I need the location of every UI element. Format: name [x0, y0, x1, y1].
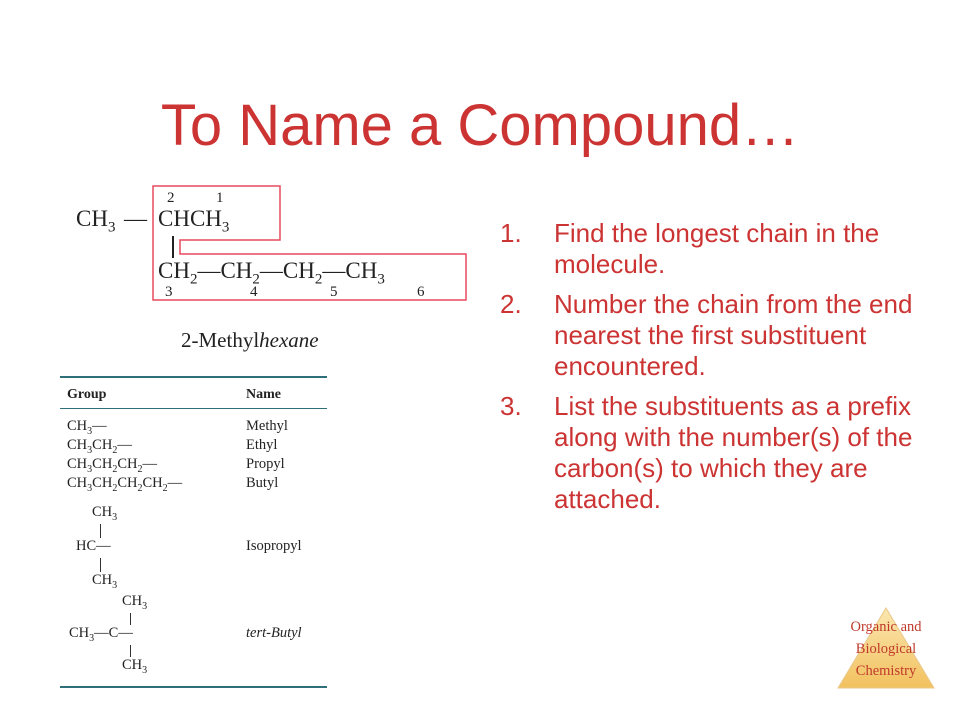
- logo-text: [826, 616, 946, 682]
- slide-title: To Name a Compound…: [160, 93, 800, 158]
- isopropyl-bottom-methyl: $CH_3$: [92, 572, 118, 591]
- alkyl-group-table: [60, 376, 327, 688]
- methyl-formula: $CH_3—$: [67, 418, 107, 437]
- table-header-group: Group: [67, 387, 107, 402]
- carbon-number-6: 6: [417, 284, 425, 300]
- carbon-number-1: 1: [216, 190, 224, 206]
- logo-line-2: Biological: [855, 641, 917, 657]
- step-number: 3.: [500, 391, 522, 421]
- tert-butyl-name: tert-Butyl: [246, 625, 302, 641]
- tert-butyl-bond-down: [130, 645, 131, 657]
- table-rule-bottom: [60, 686, 327, 688]
- tert-butyl-bottom-methyl: $CH_3$: [122, 657, 148, 676]
- molecule-diagram: [0, 0, 480, 360]
- ethyl-name: Ethyl: [246, 437, 278, 453]
- table-rule-header: [60, 408, 327, 409]
- isopropyl-top-methyl: $CH_3$: [92, 504, 118, 523]
- butyl-name: Butyl: [246, 475, 279, 491]
- propyl-name: Propyl: [246, 456, 285, 472]
- bond: —: [124, 206, 147, 231]
- ethyl-formula: $CH_3CH_2—$: [67, 437, 132, 456]
- logo-line-1: Organic and: [850, 619, 922, 635]
- chain-carbons-3-6: $CH_2—CH_2—CH_2—CH_3$: [158, 258, 385, 288]
- carbon-number-5: 5: [330, 284, 338, 300]
- molecule-caption: [181, 328, 319, 353]
- isopropyl-name: Isopropyl: [246, 538, 302, 554]
- carbon-number-2: 2: [167, 190, 175, 206]
- step-number: 2.: [500, 289, 522, 319]
- step-text: List the substituents as a prefix along with the number(s) of the carbon(s) to which they are attached.: [554, 391, 913, 514]
- step-item: [500, 289, 920, 382]
- step-number: 1.: [500, 218, 522, 248]
- propyl-formula: $CH_3CH_2CH_2—$: [67, 456, 157, 475]
- step-text: Number the chain from the end nearest the first substituent encountered.: [554, 289, 913, 381]
- isopropyl-bond-down: [100, 558, 101, 572]
- methyl-name: Methyl: [246, 418, 288, 434]
- carbon-number-4: 4: [250, 284, 258, 300]
- methyl-substituent: $CH_3$: [76, 206, 116, 236]
- table-header-name: Name: [246, 387, 281, 402]
- tert-butyl-bond-up: [130, 613, 131, 625]
- step-item: [500, 391, 920, 515]
- caption-prefix: 2-Methyl: [181, 328, 260, 352]
- chain-carbon-2-1: $CHCH_3$: [158, 206, 230, 236]
- longest-chain-highlight: [0, 0, 480, 360]
- naming-steps: [500, 218, 920, 524]
- butyl-formula: $CH_3CH_2CH_2CH_2—$: [67, 475, 183, 494]
- logo-line-3: Chemistry: [855, 663, 917, 679]
- table-rule-top: [60, 376, 327, 378]
- tert-butyl-top-methyl: $CH_3$: [122, 593, 148, 612]
- step-item: [500, 218, 920, 280]
- step-text: Find the longest chain in the molecule.: [554, 218, 880, 279]
- vertical-bond: [172, 236, 174, 258]
- carbon-number-3: 3: [165, 284, 173, 300]
- isopropyl-center: HC—: [76, 538, 111, 554]
- caption-suffix: hexane: [259, 328, 319, 352]
- isopropyl-bond-up: [100, 524, 101, 538]
- tert-butyl-center: $CH_3—C—$: [69, 625, 133, 644]
